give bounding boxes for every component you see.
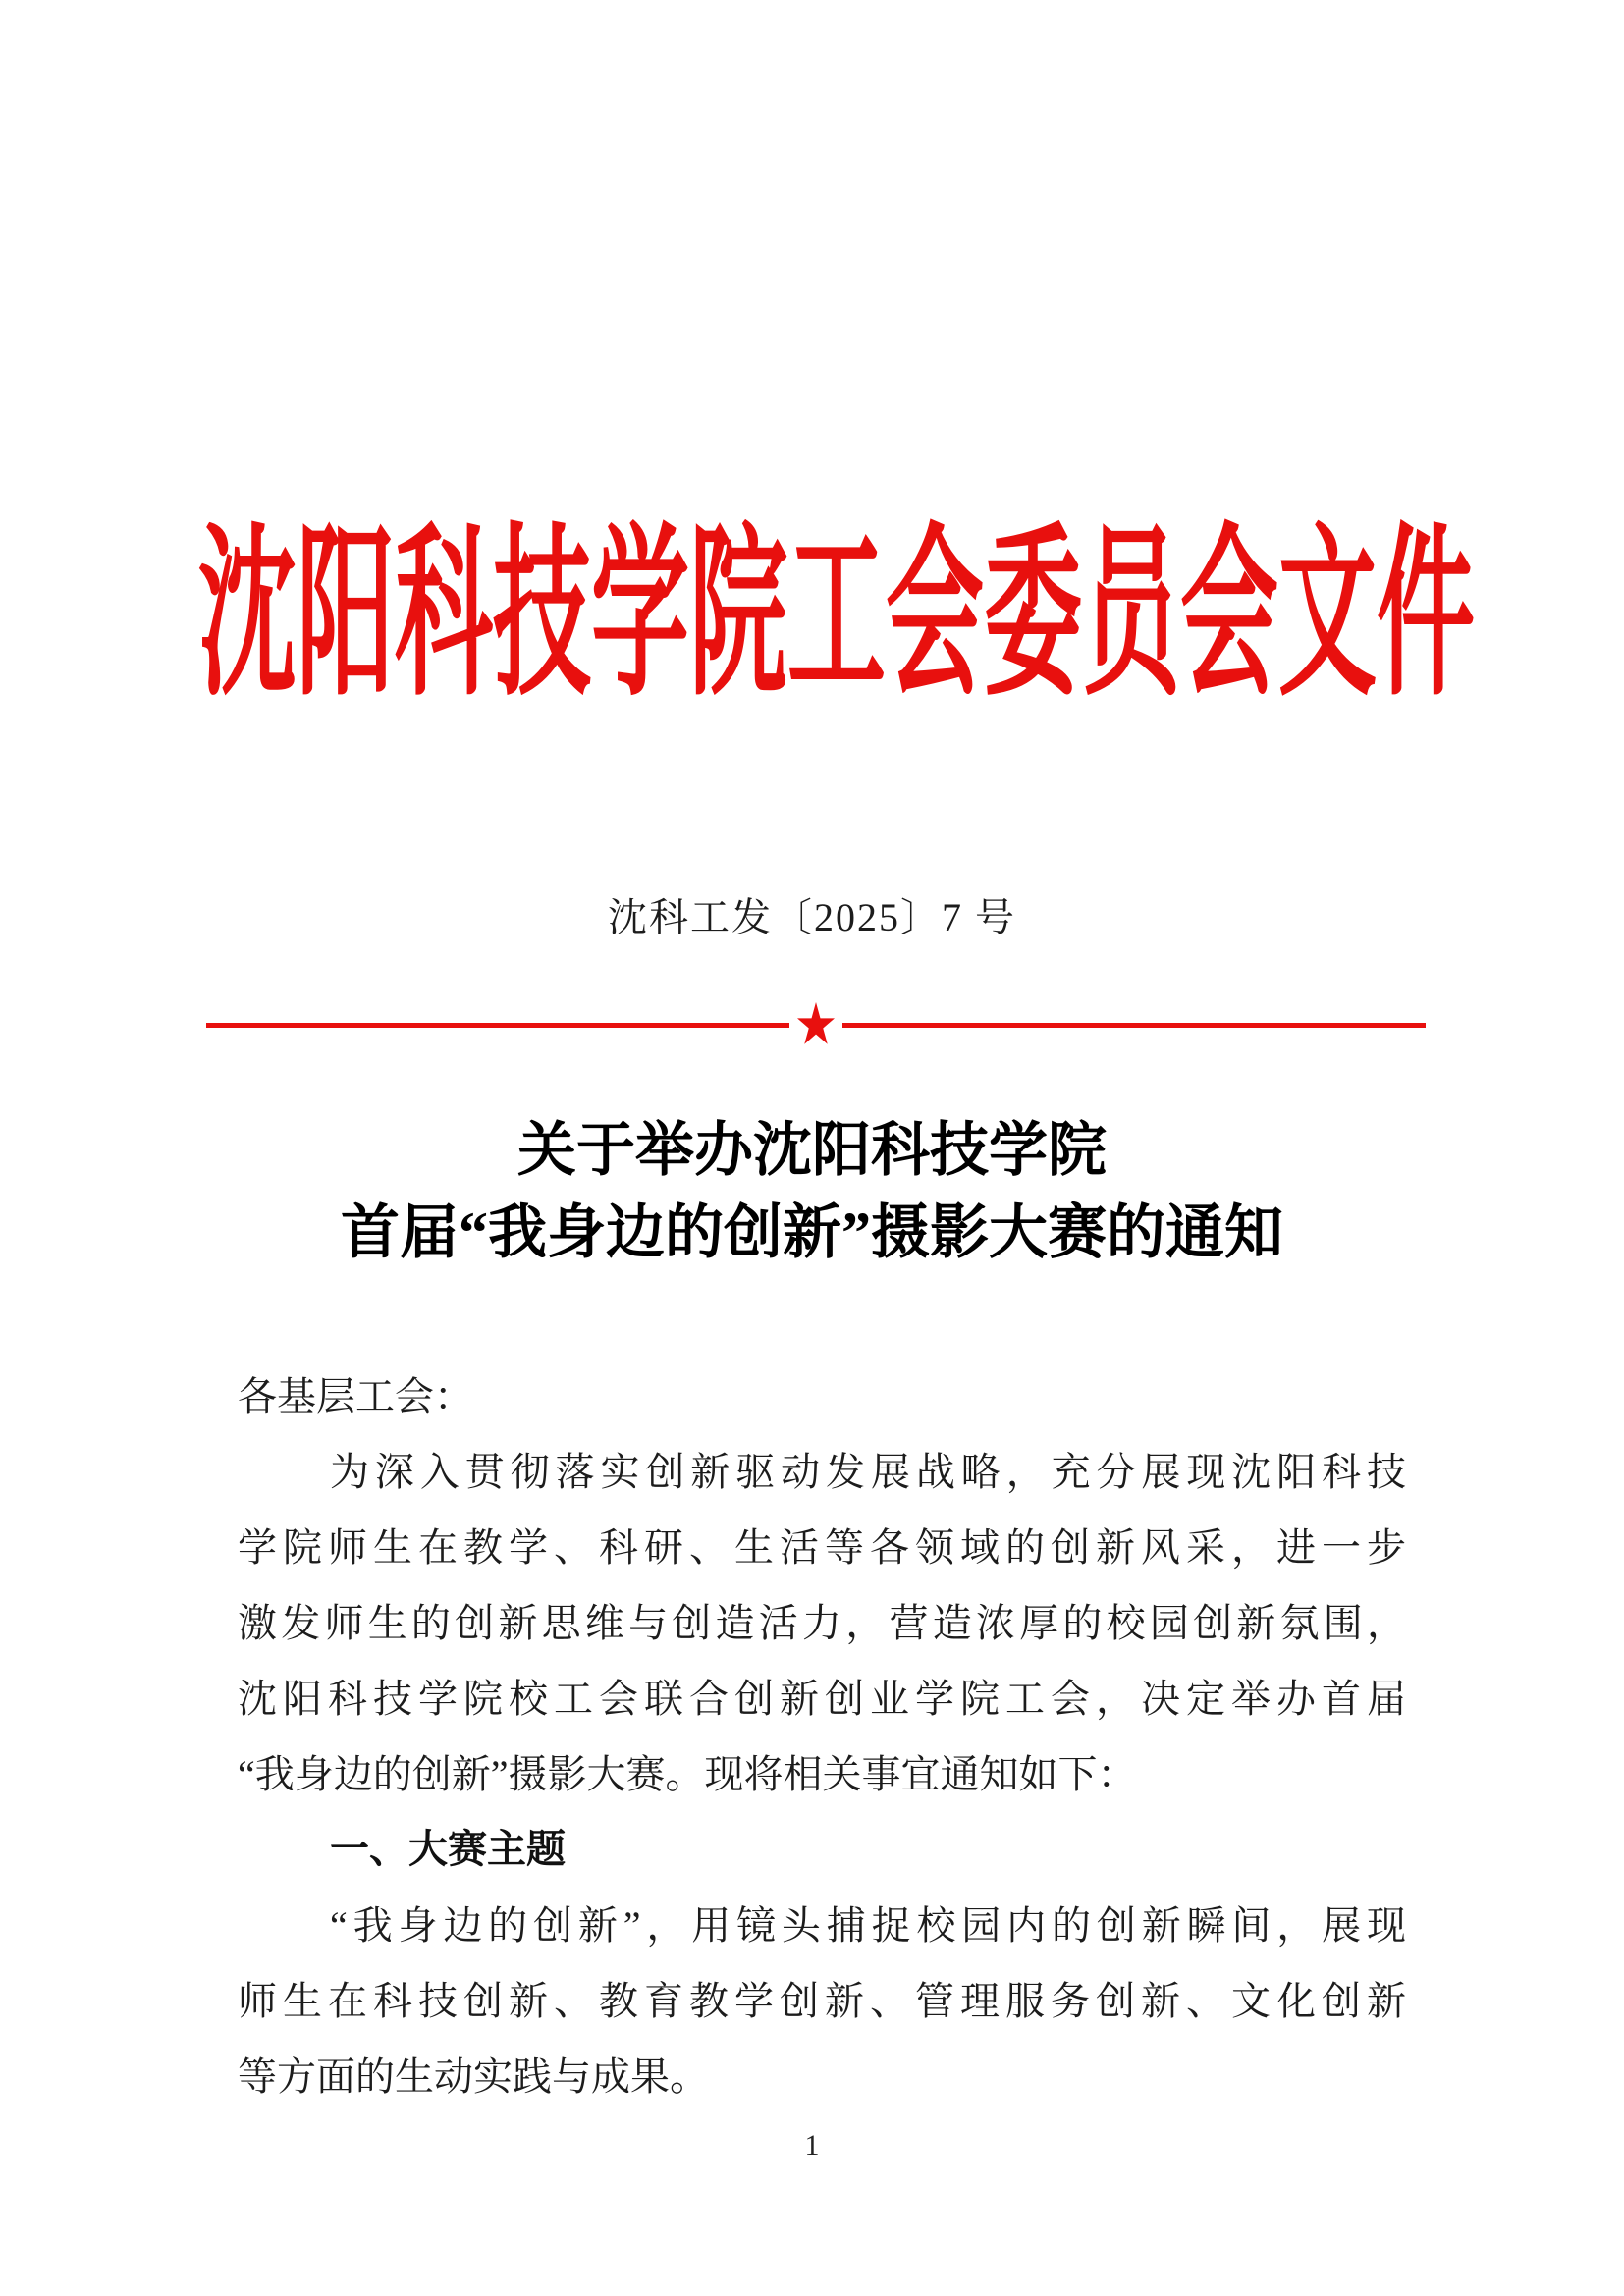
section-heading-1: 一、大赛主题 bbox=[330, 1828, 566, 1871]
document-body bbox=[238, 1359, 1406, 2114]
text-line: 沈阳科技学院校工会联合创新创业学院工会，决定举办首届 bbox=[238, 1677, 1406, 1721]
document-number: 沈科工发〔2025〕7 号 bbox=[608, 895, 1016, 939]
divider-line-right bbox=[842, 1023, 1426, 1028]
divider-line-left bbox=[206, 1023, 789, 1028]
star-icon bbox=[797, 1002, 835, 1047]
text-line: 激发师生的创新思维与创造活力，营造浓厚的校园创新氛围， bbox=[238, 1601, 1406, 1645]
paragraph-1 bbox=[238, 1434, 1406, 1812]
banner-title: 沈阳科技学院工会委员会文件 bbox=[198, 512, 1475, 719]
document-title bbox=[0, 1109, 1624, 1274]
text-line: 学院师生在教学、科研、生活等各领域的创新风采，进一步 bbox=[238, 1525, 1406, 1570]
paragraph-2 bbox=[238, 1888, 1406, 2114]
document-title-line-2: 首届“我身边的创新”摄影大赛的通知 bbox=[341, 1201, 1283, 1265]
text-line: 为深入贯彻落实创新驱动发展战略，充分展现沈阳科技 bbox=[330, 1450, 1406, 1494]
text-line: 师生在科技创新、教育教学创新、管理服务创新、文化创新 bbox=[238, 1979, 1406, 2023]
text-line: “我身边的创新”摄影大赛。现将相关事宜通知如下： bbox=[238, 1752, 1137, 1796]
salutation: 各基层工会： bbox=[238, 1374, 473, 1418]
page-number: 1 bbox=[804, 2129, 820, 2162]
text-line: 等方面的生动实践与成果。 bbox=[238, 2055, 709, 2099]
text-line: “我身边的创新”，用镜头捕捉校园内的创新瞬间，展现 bbox=[330, 1903, 1406, 1948]
document-title-line-1: 关于举办沈阳科技学院 bbox=[517, 1118, 1107, 1183]
red-divider bbox=[206, 1001, 1426, 1048]
